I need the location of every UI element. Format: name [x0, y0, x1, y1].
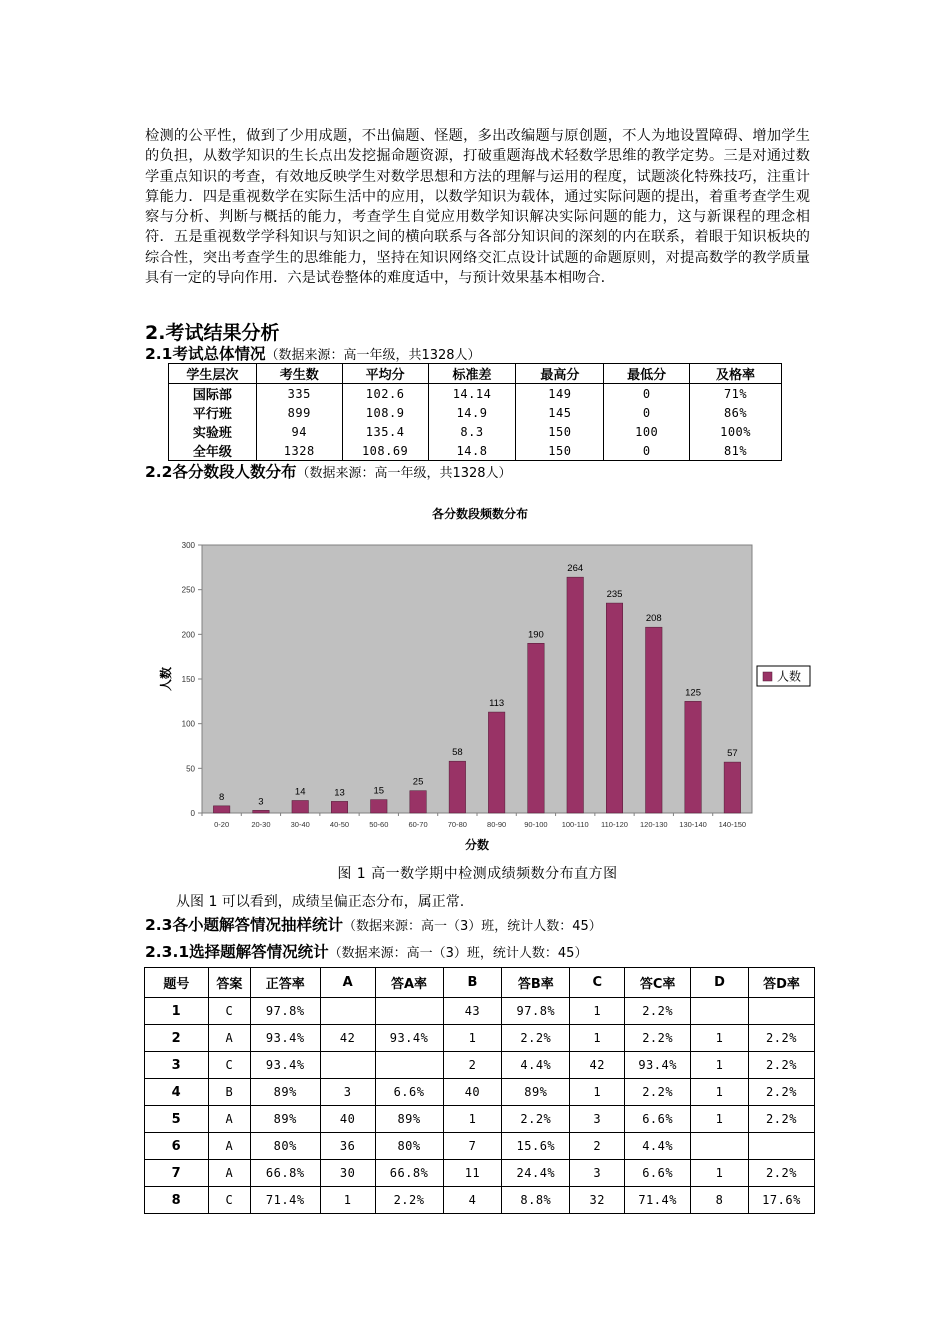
table-cell: 2.2%: [748, 1160, 814, 1187]
y-tick-label: 50: [186, 764, 195, 774]
data-label: 190: [527, 629, 544, 641]
section-2-3-source: （数据来源：高一（3）班，统计人数：45）: [342, 919, 602, 934]
bar: [292, 800, 309, 813]
table-cell: 36: [320, 1133, 375, 1160]
table-cell: 1: [691, 1025, 749, 1052]
table-cell: 43: [443, 998, 502, 1025]
table-cell: 6.6%: [625, 1106, 691, 1133]
data-label: 58: [452, 747, 463, 759]
table-cell: [320, 998, 375, 1025]
row-label: 平行班: [169, 403, 257, 422]
table-header-cell: 答D率: [748, 968, 814, 998]
table-cell: [748, 998, 814, 1025]
section-2-3-1-source: （数据来源：高一（3）班，统计人数：45）: [328, 946, 588, 961]
table-cell: 97.8%: [502, 998, 570, 1025]
table-cell: 24.4%: [502, 1160, 570, 1187]
table-cell: 1: [443, 1025, 502, 1052]
figure-caption: 图 1 高一数学期中检测成绩频数分布直方图: [337, 866, 618, 882]
x-tick-label: 120-130: [640, 820, 668, 829]
table-cell: 335: [256, 384, 342, 404]
table-header-cell: 最低分: [604, 364, 690, 384]
table-cell: 1: [570, 1079, 625, 1106]
table-cell: 1: [691, 1052, 749, 1079]
table-cell: 66.8%: [250, 1160, 320, 1187]
table-cell: 80%: [375, 1133, 443, 1160]
table-cell: [691, 1133, 749, 1160]
table-cell: 2.2%: [748, 1052, 814, 1079]
y-tick-label: 150: [181, 675, 195, 684]
table-cell: 11: [443, 1160, 502, 1187]
table-header-cell: 考生数: [256, 364, 342, 384]
table-row: [145, 1160, 815, 1187]
table-header-cell: 最高分: [516, 364, 604, 384]
table-cell: 3: [570, 1160, 625, 1187]
section-2-2-heading: [145, 462, 512, 484]
legend-label: 人数: [777, 669, 802, 684]
x-tick-label: 0-20: [214, 820, 230, 829]
table-cell: 89%: [250, 1106, 320, 1133]
table-cell: 8: [691, 1187, 749, 1214]
x-tick-label: 80-90: [487, 820, 507, 829]
table-header-cell: 正答率: [250, 968, 320, 998]
table-cell: 4: [443, 1187, 502, 1214]
table-cell: 42: [320, 1025, 375, 1052]
table-cell: 1: [691, 1079, 749, 1106]
table-header-row: [145, 968, 815, 998]
table-cell: 86%: [690, 403, 782, 422]
table-cell: 0: [604, 384, 690, 404]
table-cell: 97.8%: [250, 998, 320, 1025]
table-cell: 2.2%: [502, 1025, 570, 1052]
bar: [371, 800, 388, 813]
bar: [528, 643, 545, 813]
table-cell: 100%: [690, 422, 782, 441]
data-label: 25: [412, 776, 424, 788]
row-label: 实验班: [169, 422, 257, 441]
data-label: 57: [727, 748, 738, 760]
legend-swatch: [763, 672, 772, 681]
table-cell: 1: [570, 998, 625, 1025]
x-tick-label: 40-50: [329, 820, 350, 829]
table-cell: 2.2%: [748, 1106, 814, 1133]
bar: [253, 810, 270, 813]
table-cell: 150: [516, 441, 604, 461]
table-cell: 40: [443, 1079, 502, 1106]
question-number: 3: [145, 1052, 209, 1079]
table-cell: 150: [516, 422, 604, 441]
table-cell: 2.2%: [625, 1079, 691, 1106]
table-header-cell: A: [320, 968, 375, 998]
table-cell: 1328: [256, 441, 342, 461]
table-cell: 8.8%: [502, 1187, 570, 1214]
question-number: 6: [145, 1133, 209, 1160]
x-tick-label: 60-70: [408, 820, 428, 829]
bar: [646, 627, 663, 813]
table-cell: 899: [256, 403, 342, 422]
table-cell: 2.2%: [748, 1025, 814, 1052]
table-cell: 2.2%: [625, 998, 691, 1025]
table-cell: 15.6%: [502, 1133, 570, 1160]
table-cell: 81%: [690, 441, 782, 461]
score-distribution-chart: [140, 528, 820, 858]
table-cell: 14.14: [428, 384, 516, 404]
table-cell: 1: [320, 1187, 375, 1214]
table-cell: 149: [516, 384, 604, 404]
table-cell: 2.2%: [625, 1025, 691, 1052]
table-cell: 66.8%: [375, 1160, 443, 1187]
table-cell: 2.2%: [375, 1187, 443, 1214]
x-tick-label: 110-120: [601, 820, 628, 829]
table-row: [145, 1133, 815, 1160]
data-label: 13: [334, 787, 345, 799]
table-cell: C: [208, 1052, 250, 1079]
table-cell: 1: [570, 1025, 625, 1052]
table-cell: A: [208, 1133, 250, 1160]
data-label: 14: [294, 786, 306, 798]
table-cell: 8.3: [428, 422, 516, 441]
table-cell: 102.6: [342, 384, 428, 404]
y-tick-label: 0: [190, 809, 195, 818]
question-number: 5: [145, 1106, 209, 1133]
question-number: 4: [145, 1079, 209, 1106]
table-cell: A: [208, 1160, 250, 1187]
figure-note: 从图 1 可以看到，成绩呈偏正态分布，属正常.: [176, 894, 465, 910]
section-2-1-source: （数据来源：高一年级，共1328人）: [265, 348, 481, 363]
bar: [213, 806, 230, 813]
table-cell: 7: [443, 1133, 502, 1160]
row-label: 国际部: [169, 384, 257, 404]
table-cell: 71%: [690, 384, 782, 404]
data-label: 3: [258, 796, 264, 808]
table-row: [169, 403, 782, 422]
overall-stats-table: [168, 363, 782, 461]
table-row: [169, 422, 782, 441]
table-cell: 30: [320, 1160, 375, 1187]
bar: [331, 801, 348, 813]
table-cell: C: [208, 1187, 250, 1214]
table-cell: A: [208, 1025, 250, 1052]
y-tick-label: 100: [181, 719, 195, 729]
x-tick-label: 130-140: [679, 820, 707, 829]
table-cell: 71.4%: [250, 1187, 320, 1214]
section-2-3-title: 2.3各小题解答情况抽样统计: [145, 916, 343, 934]
data-label: 235: [606, 589, 623, 601]
table-cell: 40: [320, 1106, 375, 1133]
table-header-cell: 答C率: [625, 968, 691, 998]
table-cell: 89%: [375, 1106, 443, 1133]
table-cell: 2: [570, 1133, 625, 1160]
section-2-1-title: 2.1考试总体情况: [145, 345, 266, 363]
table-row: [169, 441, 782, 461]
choice-question-table: [144, 967, 815, 1214]
section-2-3-heading: [145, 915, 602, 937]
table-header-row: [169, 364, 782, 384]
section-2-title: 2.考试结果分析: [145, 322, 280, 344]
table-row: [169, 384, 782, 404]
intro-paragraph: 检测的公平性，做到了少用成题，不出偏题、怪题，多出改编题与原创题，不人为地设置障碍、增加学生的负担，从数学知识的生长点出发挖掘命题资源，打破重题海战术轻数学思维的教学定势。三是对通过数学重点知识的考查，有效地反映学生对数学思想和方法的理解与运用的程度，试题淡化特殊技巧，注重计算能力．四是重视数学在实际生活中的应用，以数学知识为载体，通过实际问题的提出，着重考查学生观察与分析、判断与概括的能力，考查学生自觉应用数学知识解决实际问题的能力，这与新课程的理念相符．五是重视数学学科知识与知识之间的横向联系与各部分知识间的深刻的内在联系，着眼于知识板块的综合性，突出考查学生的思维能力，坚持在知识网络交汇点设计试题的命题原则，对提高数学的教学质量具有一定的导向作用．六是试卷整体的难度适中，与预计效果基本相吻合.: [145, 128, 810, 287]
table-cell: [748, 1133, 814, 1160]
x-tick-label: 20-30: [251, 820, 271, 829]
x-tick-label: 70-80: [447, 820, 467, 829]
x-tick-label: 90-100: [524, 820, 548, 829]
question-number: 7: [145, 1160, 209, 1187]
question-number: 8: [145, 1187, 209, 1214]
table-header-cell: 题号: [145, 968, 209, 998]
bar: [685, 701, 702, 813]
table-header-cell: 答A率: [375, 968, 443, 998]
table-cell: 4.4%: [625, 1133, 691, 1160]
bar: [488, 712, 505, 813]
table-cell: [375, 998, 443, 1025]
y-tick-label: 300: [181, 541, 195, 550]
row-label: 全年级: [169, 441, 257, 461]
table-cell: 3: [570, 1106, 625, 1133]
table-row: [145, 998, 815, 1025]
table-row: [145, 1079, 815, 1106]
data-label: 8: [218, 791, 225, 803]
table-header-cell: 答案: [208, 968, 250, 998]
table-cell: 80%: [250, 1133, 320, 1160]
chart-title: 各分数段频数分布: [431, 507, 528, 521]
table-cell: [320, 1052, 375, 1079]
table-cell: 89%: [502, 1079, 570, 1106]
bar: [606, 603, 623, 813]
section-2-3-1-title: 2.3.1选择题解答情况统计: [145, 943, 329, 961]
section-2-3-1-heading: [145, 942, 587, 964]
question-number: 2: [145, 1025, 209, 1052]
table-cell: 6.6%: [375, 1079, 443, 1106]
table-cell: A: [208, 1106, 250, 1133]
x-tick-label: 30-40: [290, 820, 310, 829]
table-cell: 145: [516, 403, 604, 422]
data-label: 125: [685, 687, 702, 699]
data-label: 113: [489, 698, 505, 710]
y-tick-label: 200: [181, 630, 195, 640]
table-cell: 3: [320, 1079, 375, 1106]
table-header-cell: 答B率: [502, 968, 570, 998]
table-cell: 93.4%: [250, 1052, 320, 1079]
y-tick-label: 250: [181, 585, 195, 595]
table-row: [145, 1106, 815, 1133]
table-cell: 93.4%: [250, 1025, 320, 1052]
table-cell: C: [208, 998, 250, 1025]
table-header-cell: 平均分: [342, 364, 428, 384]
table-cell: 2.2%: [748, 1079, 814, 1106]
table-header-cell: B: [443, 968, 502, 998]
data-label: 208: [645, 613, 662, 625]
table-cell: 1: [691, 1106, 749, 1133]
table-cell: B: [208, 1079, 250, 1106]
bar: [449, 761, 466, 813]
table-header-cell: C: [570, 968, 625, 998]
table-cell: 4.4%: [502, 1052, 570, 1079]
bar: [567, 577, 584, 813]
table-cell: 100: [604, 422, 690, 441]
table-cell: 14.8: [428, 441, 516, 461]
table-cell: 17.6%: [748, 1187, 814, 1214]
table-cell: 1: [691, 1160, 749, 1187]
table-header-cell: 标准差: [428, 364, 516, 384]
table-cell: 1: [443, 1106, 502, 1133]
bar: [724, 762, 741, 813]
table-row: [145, 1025, 815, 1052]
table-cell: [375, 1052, 443, 1079]
table-cell: 93.4%: [625, 1052, 691, 1079]
table-header-cell: 学生层次: [169, 364, 257, 384]
table-cell: 0: [604, 403, 690, 422]
table-cell: 108.69: [342, 441, 428, 461]
table-row: [145, 1052, 815, 1079]
x-tick-label: 100-110: [561, 820, 589, 829]
data-label: 15: [373, 785, 385, 797]
table-cell: 89%: [250, 1079, 320, 1106]
table-cell: 42: [570, 1052, 625, 1079]
table-cell: 108.9: [342, 403, 428, 422]
y-axis-title: 人数: [159, 666, 173, 692]
table-cell: 71.4%: [625, 1187, 691, 1214]
table-cell: 6.6%: [625, 1160, 691, 1187]
plot-area: [202, 545, 752, 813]
table-cell: 2: [443, 1052, 502, 1079]
table-cell: 14.9: [428, 403, 516, 422]
bar: [410, 791, 427, 813]
table-header-cell: 及格率: [690, 364, 782, 384]
question-number: 1: [145, 998, 209, 1025]
table-cell: 94: [256, 422, 342, 441]
table-header-cell: D: [691, 968, 749, 998]
table-cell: 93.4%: [375, 1025, 443, 1052]
table-cell: 32: [570, 1187, 625, 1214]
x-tick-label: 140-150: [718, 820, 747, 829]
table-cell: 2.2%: [502, 1106, 570, 1133]
table-cell: 0: [604, 441, 690, 461]
data-label: 264: [567, 563, 584, 575]
table-row: [145, 1187, 815, 1214]
x-axis-title: 分数: [464, 838, 490, 852]
section-2-2-source: （数据来源：高一年级，共1328人）: [296, 466, 512, 481]
x-tick-label: 50-60: [369, 820, 389, 829]
table-cell: [691, 998, 749, 1025]
table-cell: 135.4: [342, 422, 428, 441]
section-2-2-title: 2.2各分数段人数分布: [145, 463, 297, 481]
